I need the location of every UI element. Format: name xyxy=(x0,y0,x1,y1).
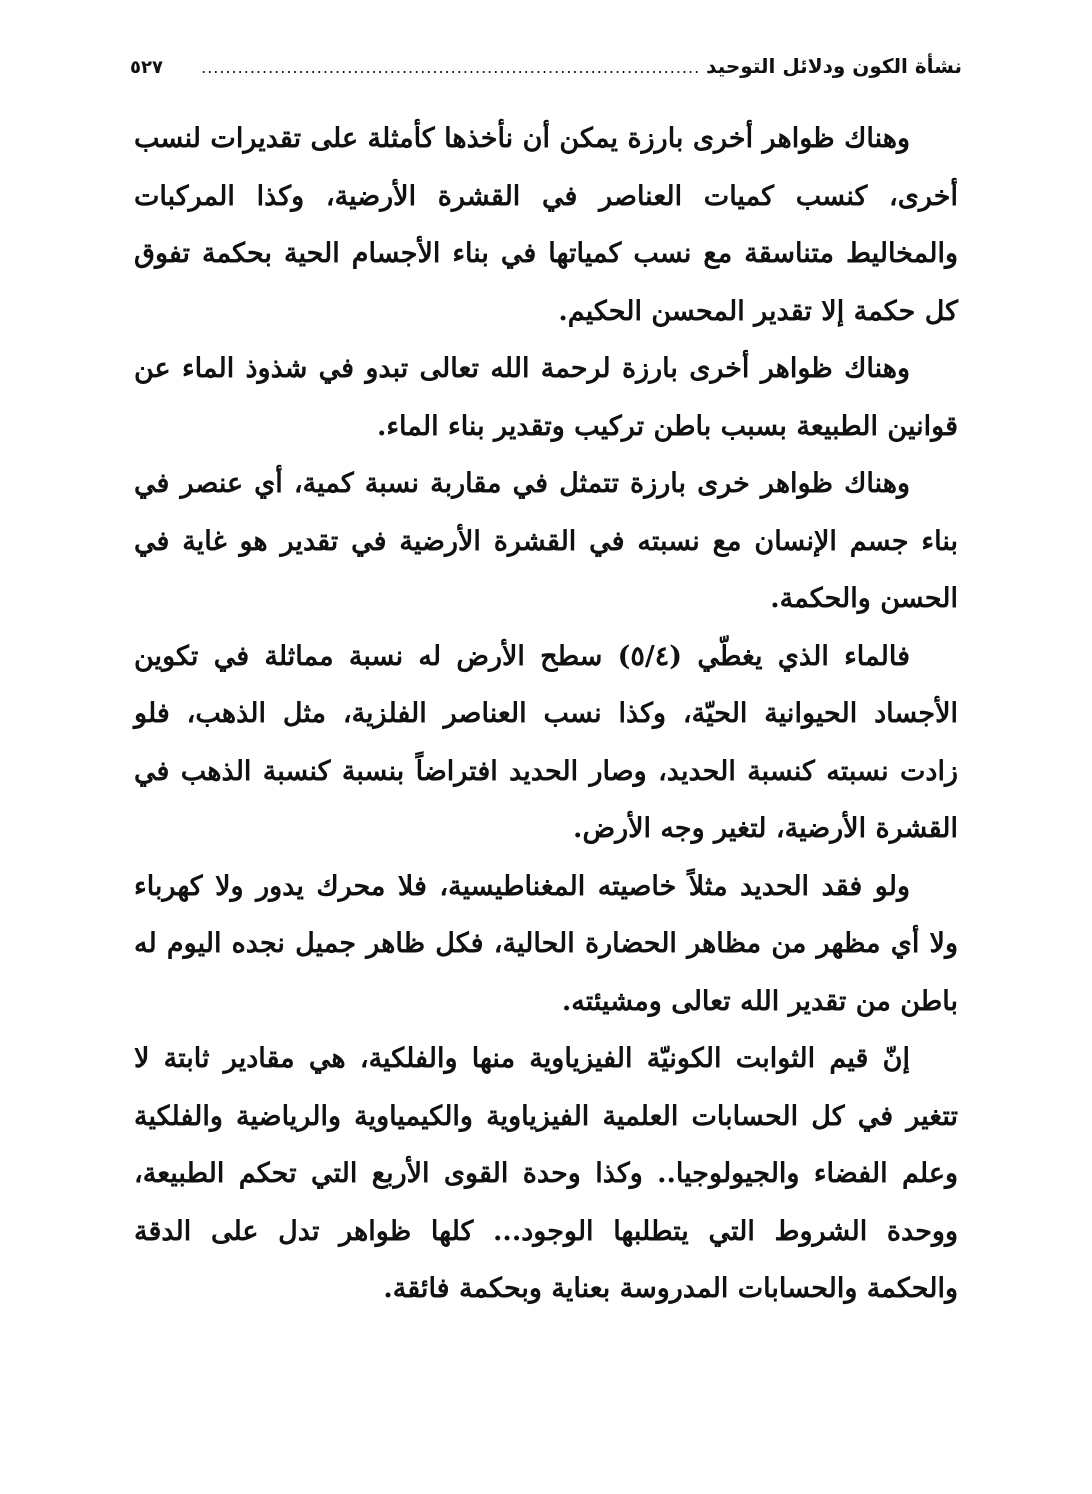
running-header-title: نشأة الكون ودلائل التوحيد xyxy=(706,54,962,78)
paragraph-6: إنّ قيم الثوابت الكونيّة الفيزياوية منها والفلكية، هي مقادير ثابتة لا تتغير في كل الحسابات العلمية الفيزياوية والكيمياوية والرياضية والفلكية وعلم الفضاء والجيولوجيا.. وكذا وحدة القوى الأربع التي تحكم الطبيعة، ووحدة الشروط التي يتطلبها الوجود... كلها ظواهر تدل على الدقة والحكمة والحسابات المدروسة بعناية وبحكمة فائقة. xyxy=(134,1043,958,1304)
body-text xyxy=(134,110,958,1318)
paragraph-1: وهناك ظواهر أخرى بارزة يمكن أن نأخذها كأمثلة على تقديرات لنسب أخرى، كنسب كميات العناصر في القشرة الأرضية، وكذا المركبات والمخاليط متناسقة مع نسب كمياتها في بناء الأجسام الحية بحكمة تفوق كل حكمة إلا تقدير المحسن الحكيم. xyxy=(134,123,958,327)
paragraph-2: وهناك ظواهر أخرى بارزة لرحمة الله تعالى تبدو في شذوذ الماء عن قوانين الطبيعة بسبب باطن تركيب وتقدير بناء الماء. xyxy=(134,353,958,442)
running-header xyxy=(130,46,962,78)
paragraph-4: فالماء الذي يغطّي (٥/٤) سطح الأرض له نسبة مماثلة في تكوين الأجساد الحيوانية الحيّة، وكذا نسب العناصر الفلزية، مثل الذهب، فلو زادت نسبته كنسبة الحديد، وصار الحديد افتراضاً بنسبة كنسبة الذهب في القشرة الأرضية، لتغير وجه الأرض. xyxy=(134,640,958,844)
header-leader-dots: .................................................................................. xyxy=(201,58,701,77)
page-number: ٥٢٧ xyxy=(130,57,163,78)
paragraph-5: ولو فقد الحديد مثلاً خاصيته المغناطيسية، فلا محرك يدور ولا كهرباء ولا أي مظهر من مظاهر الحضارة الحالية، فكل ظاهر جميل نجده اليوم له باطن من تقدير الله تعالى ومشيئته. xyxy=(134,870,958,1017)
paragraph-3: وهناك ظواهر خرى بارزة تتمثل في مقاربة نسبة كمية، أي عنصر في بناء جسم الإنسان مع نسبته في القشرة الأرضية في تقدير هو غاية في الحسن والحكمة. xyxy=(134,468,958,614)
